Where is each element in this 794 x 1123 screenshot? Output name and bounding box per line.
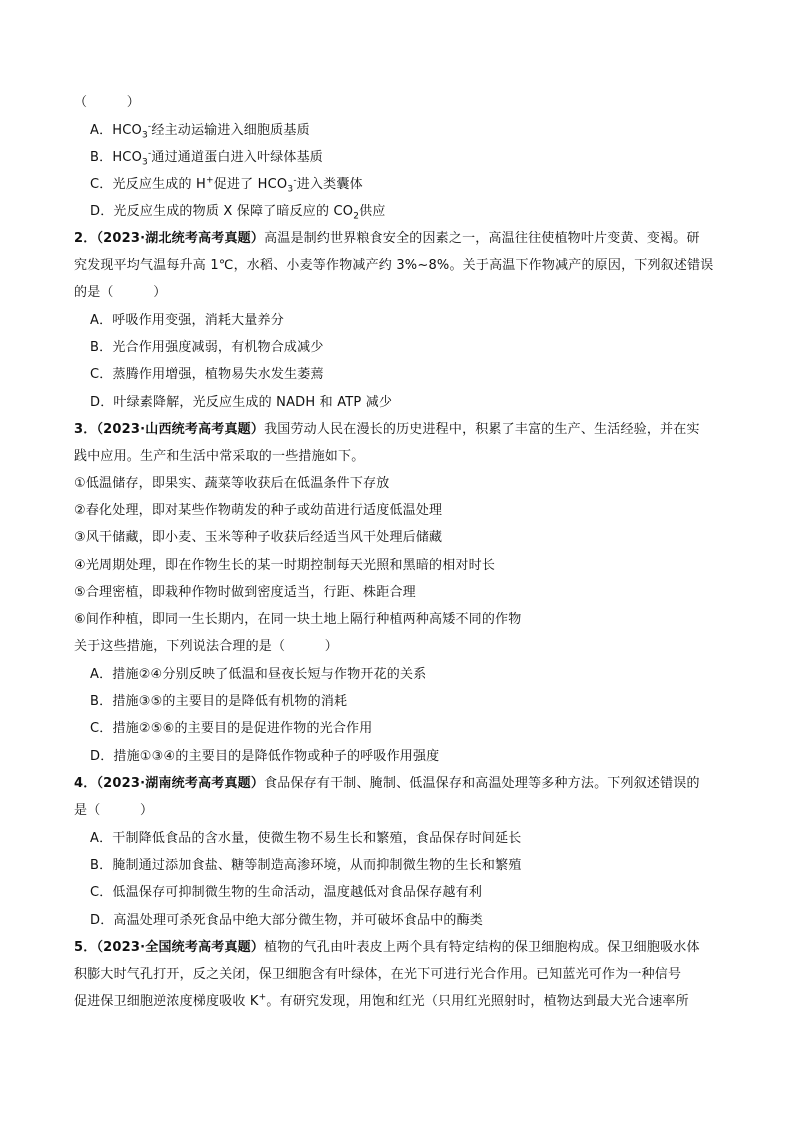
option-letter: C． [90, 177, 113, 192]
question-text: 促进保卫细胞逆浓度梯度吸收 K [74, 994, 259, 1009]
question-text: 高温是制约世界粮食安全的因素之一，高温往往使植物叶片变黄、变褐。研 [264, 231, 700, 246]
q3-stem-line-1 [74, 421, 700, 439]
option-text: 供应 [359, 204, 386, 219]
q3-option-d: D．措施①③④的主要目的是降低作物或种子的呼吸作用强度 [90, 749, 440, 764]
q2-option-c: C．蒸腾作用增强，植物易失水发生萎蔫 [90, 367, 324, 382]
q3-measure-2: ②春化处理，即对某些作物萌发的种子或幼苗进行适度低温处理 [74, 503, 443, 518]
q4-stem-line-2: 是（ ） [74, 803, 154, 818]
question-source: （2023·全国统考高考真题） [96, 940, 265, 955]
superscript: + [206, 175, 214, 186]
question-number: 2． [74, 231, 97, 246]
q3-option-b: B．措施③⑤的主要目的是降低有机物的消耗 [90, 694, 348, 709]
option-text: 通过通道蛋白进入叶绿体基质 [151, 150, 324, 165]
subscript: 3 [287, 184, 294, 195]
q1-option-a [90, 122, 310, 140]
option-text: HCO [112, 123, 142, 138]
q3-option-c: C．措施②⑤⑥的主要目的是促进作物的光合作用 [90, 721, 373, 736]
question-text: 。有研究发现，用饱和红光（只用红光照射时，植物达到最大光合速率所 [266, 994, 689, 1009]
q1-option-d [90, 203, 386, 221]
q3-measure-5: ⑤合理密植，即栽种作物时做到密度适当，行距、株距合理 [74, 585, 416, 600]
q3-measure-4: ④光周期处理，即在作物生长的某一时期控制每天光照和黑暗的相对时长 [74, 558, 496, 573]
q1-answer-blank: （ ） [74, 95, 141, 110]
question-number: 3． [74, 422, 97, 437]
q4-option-c: C．低温保存可抑制微生物的生命活动，温度越低对食品保存越有利 [90, 885, 483, 900]
q2-stem-line-1 [74, 230, 700, 248]
question-source: （2023·山西统考高考真题） [96, 422, 265, 437]
superscript: - [147, 148, 152, 159]
q3-prompt: 关于这些措施，下列说法合理的是（ ） [74, 639, 339, 654]
q2-stem-line-3: 的是（ ） [74, 285, 167, 300]
q4-option-b: B．腌制通过添加食盐、糖等制造高渗环境，从而抑制微生物的生长和繁殖 [90, 858, 522, 873]
subscript: 3 [141, 130, 148, 141]
question-number: 4． [74, 776, 97, 791]
option-text: 光反应生成的 H [112, 177, 206, 192]
q4-option-d: D．高温处理可杀死食品中绝大部分微生物，并可破坏食品中的酶类 [90, 913, 484, 928]
q3-measure-6: ⑥间作种植，即同一生长期内，在同一块土地上隔行种植两种高矮不同的作物 [74, 612, 522, 627]
option-letter: D． [90, 204, 114, 219]
q3-option-a: A．措施②④分别反映了低温和昼夜长短与作物开花的关系 [90, 667, 427, 682]
question-number: 5． [74, 940, 97, 955]
q2-option-b: B．光合作用强度减弱，有机物合成减少 [90, 340, 324, 355]
q2-stem-line-2: 究发现平均气温每升高 1℃，水稻、小麦等作物减产约 3%~8%。关于高温下作物减产的原因，下列叙述错误 [74, 258, 714, 273]
option-text: 经主动运输进入细胞质基质 [151, 123, 310, 138]
q5-stem-line-1 [74, 939, 700, 957]
question-text: 植物的气孔由叶表皮上两个具有特定结构的保卫细胞构成。保卫细胞吸水体 [264, 940, 700, 955]
q3-stem-line-2: 践中应用。生产和生活中常采取的一些措施如下。 [74, 449, 365, 464]
question-text: 食品保存有干制、腌制、低温保存和高温处理等多种方法。下列叙述错误的 [264, 776, 700, 791]
q5-stem-line-3 [74, 993, 689, 1011]
subscript: 2 [353, 211, 360, 222]
superscript: + [258, 992, 267, 1003]
subscript: 3 [142, 157, 148, 168]
option-text: HCO [112, 150, 143, 165]
q4-option-a: A．干制降低食品的含水量，使微生物不易生长和繁殖，食品保存时间延长 [90, 831, 522, 846]
superscript: - [147, 121, 152, 132]
q4-stem-line-1 [74, 775, 700, 793]
q3-measure-1: ①低温储存，即果实、蔬菜等收获后在低温条件下存放 [74, 476, 390, 491]
option-text: 光反应生成的物质 X 保障了暗反应的 CO [113, 204, 354, 219]
q5-stem-line-2: 积膨大时气孔打开，反之关闭，保卫细胞含有叶绿体，在光下可进行光合作用。已知蓝光可作为一种信号 [74, 967, 682, 982]
q3-measure-3: ③风干储藏，即小麦、玉米等种子收获后经适当风干处理后储藏 [74, 530, 443, 545]
q1-option-c [90, 176, 363, 194]
q2-option-a: A．呼吸作用变强，消耗大量养分 [90, 313, 284, 328]
q1-option-b [90, 149, 323, 167]
option-text: 促进了 HCO [213, 177, 288, 192]
question-source: （2023·湖北统考高考真题） [96, 231, 265, 246]
superscript: - [293, 175, 297, 186]
q2-option-d: D．叶绿素降解，光反应生成的 NADH 和 ATP 减少 [90, 395, 393, 410]
option-text: 进入类囊体 [296, 177, 363, 192]
option-letter: B． [90, 150, 113, 165]
question-text: 我国劳动人民在漫长的历史进程中，积累了丰富的生产、生活经验，并在实 [264, 422, 700, 437]
question-source: （2023·湖南统考高考真题） [96, 776, 265, 791]
option-letter: A． [90, 123, 113, 138]
